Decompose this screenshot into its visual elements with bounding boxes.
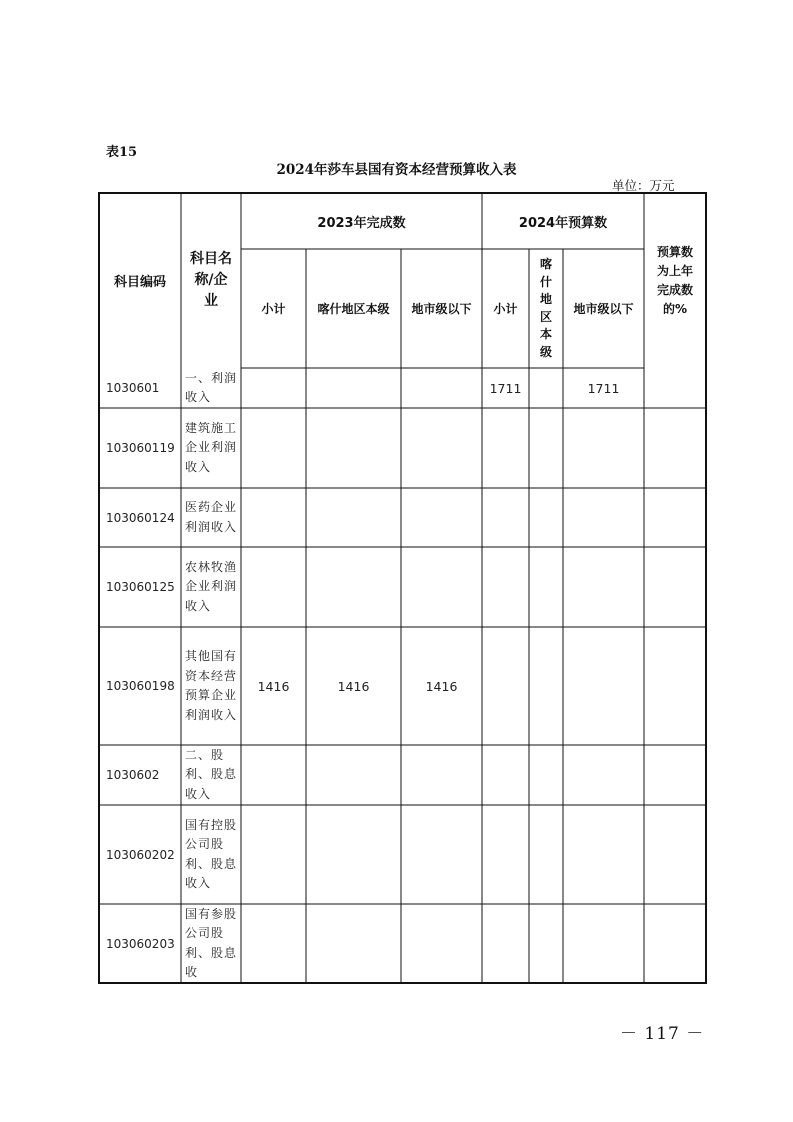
cell-pct — [644, 805, 706, 904]
table-label: 表15 — [106, 145, 138, 160]
cell-2023-kashgar — [306, 547, 401, 627]
cell-2024-city — [563, 904, 644, 983]
cell-2024-city — [563, 745, 644, 805]
cell-2023-city — [401, 488, 482, 547]
table-row-code: 103060125 — [106, 580, 175, 594]
cell-2024-kashgar — [529, 408, 563, 488]
cell-2023-city — [401, 547, 482, 627]
cell-2024-kashgar — [529, 805, 563, 904]
table-row-name-text: 国有控股公司股利、股息收入 — [185, 817, 238, 890]
cell-2023-subtotal: 1416 — [257, 678, 290, 694]
cell-2023-subtotal — [241, 368, 306, 408]
header-group-2023 — [241, 193, 482, 249]
header-city-2023 — [401, 249, 482, 368]
cell-2023-city — [401, 745, 482, 805]
header-kashgar-2024-label: 喀什地区本级 — [539, 257, 552, 359]
header-subtotal-2024-label: 小计 — [493, 301, 518, 316]
header-group-2024 — [482, 193, 644, 249]
cell-pct — [644, 488, 706, 547]
table-row-name-text: 其他国有资本经营预算企业利润收入 — [185, 649, 238, 722]
cell-2024-subtotal: 1711 — [489, 380, 522, 396]
cell-2024-city — [563, 627, 644, 745]
cell-2023-city — [401, 408, 482, 488]
cell-2023-subtotal — [241, 488, 306, 547]
cell-2024-subtotal — [482, 805, 529, 904]
cell-2023-subtotal — [241, 547, 306, 627]
cell-2023-city — [401, 368, 482, 408]
table-row-name-text: 一、利润收入 — [185, 370, 238, 404]
table-row-name-text: 国有参股公司股利、股息收 — [185, 906, 238, 979]
table-row-name — [181, 805, 241, 904]
header-city-2024 — [563, 249, 644, 368]
cell-2023-kashgar — [306, 904, 401, 983]
header-city-2024-label: 地市级以下 — [573, 301, 634, 316]
table-row-code: 103060198 — [106, 679, 175, 693]
table-row-name — [181, 547, 241, 627]
cell-2023-subtotal — [241, 805, 306, 904]
table-row-name-text: 农林牧渔企业利润收入 — [185, 559, 238, 613]
cell-2023-city — [401, 904, 482, 983]
header-subtotal-2023 — [241, 249, 306, 368]
cell-2024-subtotal — [482, 408, 529, 488]
cell-2023-kashgar — [306, 368, 401, 408]
header-subtotal-2023-label: 小计 — [261, 301, 286, 316]
page-title: 2024年莎车县国有资本经营预算收入表 — [276, 162, 517, 178]
cell-pct — [644, 627, 706, 745]
header-subtotal-2024 — [482, 249, 529, 368]
table-row-name-text: 医药企业利润收入 — [185, 500, 238, 534]
header-code-label: 科目编码 — [113, 275, 166, 290]
cell-2024-city — [563, 547, 644, 627]
header-pct-label: 预算数为上年完成数的% — [656, 244, 693, 316]
cell-2024-city: 1711 — [587, 380, 620, 396]
cell-2023-city — [401, 805, 482, 904]
header-city-2023-label: 地市级以下 — [411, 301, 472, 316]
header-name-label: 科目名称/企业 — [190, 251, 232, 309]
cell-2023-kashgar — [306, 805, 401, 904]
cell-2024-subtotal — [482, 627, 529, 745]
cell-2024-city — [563, 408, 644, 488]
header-kashgar-2024 — [529, 249, 563, 368]
table-row-code: 1030601 — [106, 381, 160, 395]
cell-2024-city — [563, 805, 644, 904]
table-row-name — [181, 745, 241, 805]
cell-2024-subtotal — [482, 488, 529, 547]
cell-2024-kashgar — [529, 904, 563, 983]
cell-2024-kashgar — [529, 745, 563, 805]
cell-2024-kashgar — [529, 488, 563, 547]
cell-pct — [644, 904, 706, 983]
table-row-name — [181, 904, 241, 983]
cell-pct — [644, 547, 706, 627]
cell-2024-kashgar — [529, 627, 563, 745]
cell-2024-kashgar — [529, 368, 563, 408]
cell-2024-kashgar — [529, 547, 563, 627]
cell-2024-subtotal — [482, 904, 529, 983]
table-row-code: 103060119 — [106, 441, 175, 455]
table-row-name — [181, 488, 241, 547]
header-name — [181, 193, 241, 368]
cell-2024-subtotal — [482, 745, 529, 805]
table-row-code: 1030602 — [106, 768, 160, 782]
cell-pct — [644, 368, 706, 408]
header-pct — [644, 193, 706, 368]
cell-pct — [644, 745, 706, 805]
table-row-name-text: 建筑施工企业利润收入 — [185, 420, 238, 474]
cell-2023-subtotal — [241, 408, 306, 488]
cell-2023-kashgar — [306, 488, 401, 547]
page-number: － 117 － — [620, 1024, 705, 1044]
header-code — [99, 193, 181, 368]
cell-2023-city: 1416 — [425, 678, 458, 694]
header-kashgar-2023-label: 喀什地区本级 — [317, 301, 390, 316]
table-row-code: 103060202 — [106, 847, 175, 862]
cell-2023-kashgar — [306, 408, 401, 488]
cell-2023-subtotal — [241, 745, 306, 805]
cell-2023-kashgar — [306, 745, 401, 805]
header-group-2023-label: 2023年完成数 — [317, 215, 406, 231]
table-row-name — [181, 408, 241, 488]
header-kashgar-2023 — [306, 249, 401, 368]
table-row-code: 103060203 — [106, 936, 175, 951]
table-row-name — [181, 627, 241, 745]
cell-2024-city — [563, 488, 644, 547]
table-row-code: 103060124 — [106, 510, 175, 525]
table-row-name — [181, 368, 241, 408]
cell-pct — [644, 408, 706, 488]
cell-2023-subtotal — [241, 904, 306, 983]
table-row-name-text: 二、股利、股息收入 — [185, 747, 238, 801]
unit-note: 单位：万元 — [612, 178, 675, 193]
cell-2024-subtotal — [482, 547, 529, 627]
cell-2023-kashgar: 1416 — [337, 678, 370, 694]
header-group-2024-label: 2024年预算数 — [518, 215, 608, 231]
